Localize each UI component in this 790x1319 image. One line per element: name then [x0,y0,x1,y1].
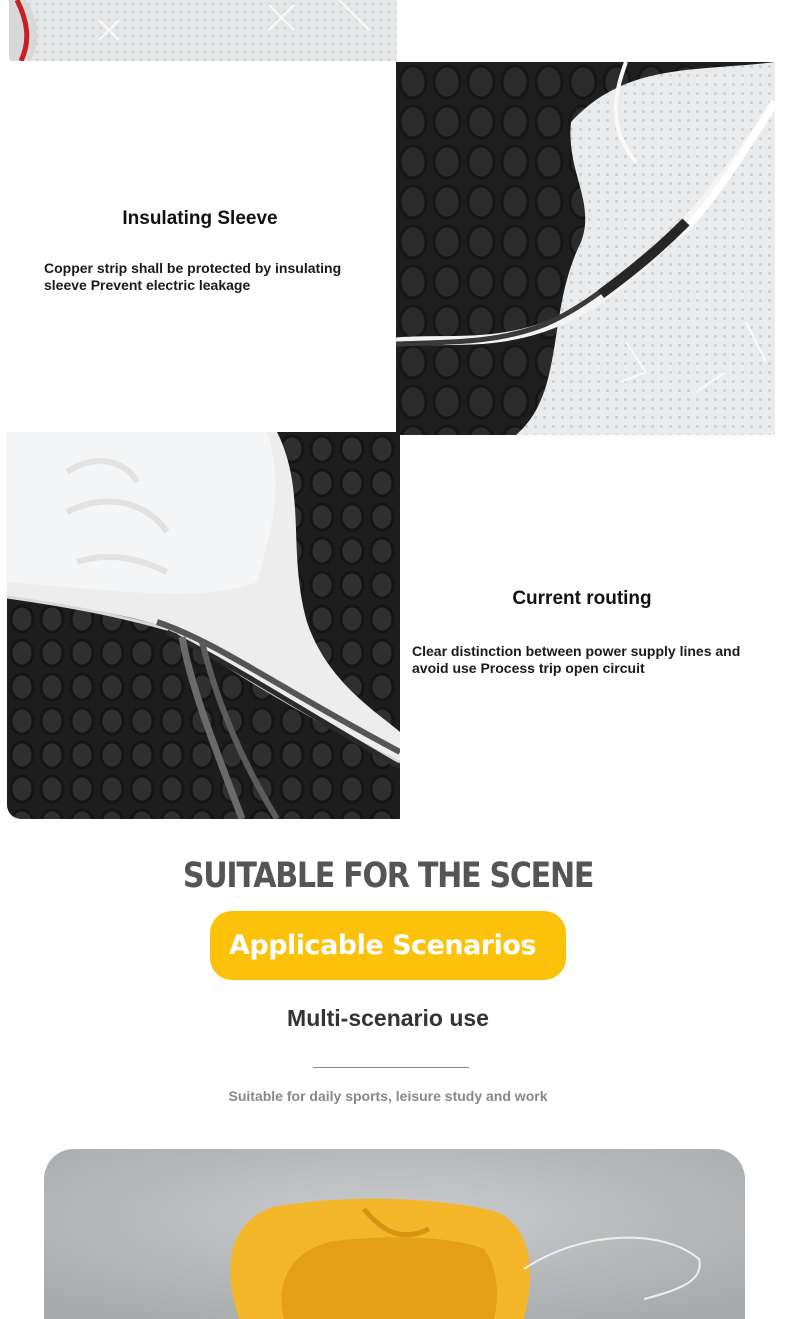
insulating-sleeve-description: Copper strip shall be protected by insulating sleeve Prevent electric leakage [44,260,342,293]
headband-photo [44,1149,745,1319]
current-routing-photo [7,432,400,819]
applicable-scenarios-label: Applicable Scenarios [229,930,536,961]
current-routing-title: Current routing [512,588,652,609]
insulating-sleeve-photo [396,62,775,435]
current-routing-description: Clear distinction between power supply lines and avoid use Process trip open circuit [412,643,741,676]
divider [313,1067,469,1068]
scene-subtitle: Suitable for daily sports, leisure study and work [228,1088,548,1104]
insole-photo-top [9,0,397,61]
applicable-scenarios-badge [210,911,566,980]
multi-scenario-title: Multi-scenario use [287,1005,489,1031]
insulating-sleeve-title: Insulating Sleeve [122,208,278,229]
scene-heading: SUITABLE FOR THE SCENE [182,856,594,896]
